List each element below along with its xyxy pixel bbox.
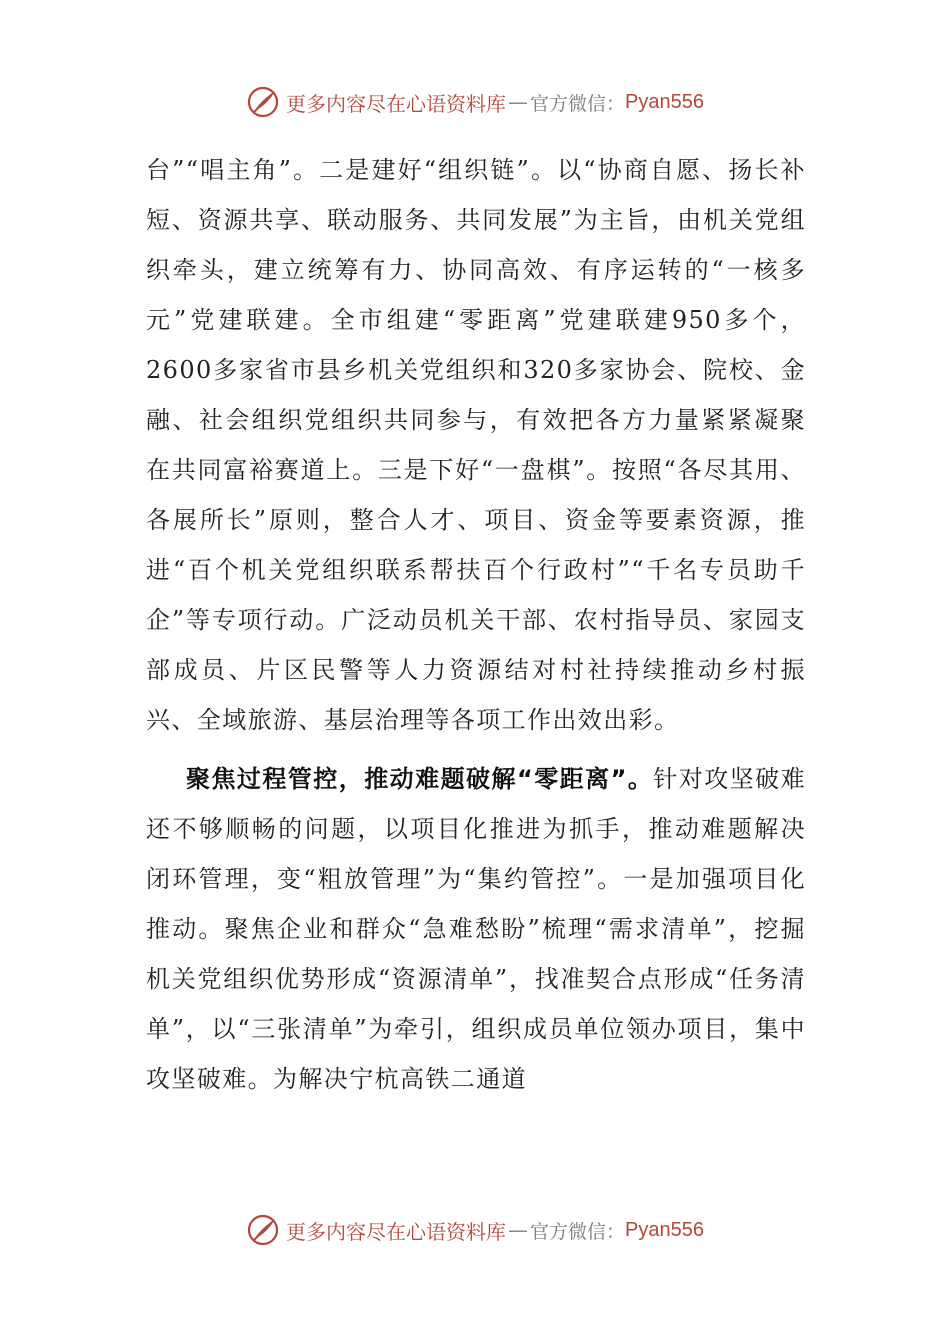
paragraph bbox=[146, 754, 806, 1104]
wechat-label: 官方微信： bbox=[530, 1220, 626, 1243]
wechat-account: Pyan556 bbox=[625, 90, 704, 113]
quill-pen-logo-icon bbox=[246, 1213, 280, 1247]
header-watermark-banner bbox=[0, 82, 950, 122]
footer-watermark-banner bbox=[0, 1210, 950, 1250]
paragraph-lead-heading: 聚焦过程管控，推动难题破解“零距离”。 bbox=[186, 765, 654, 793]
paragraph-text: 针对攻坚破难还不够顺畅的问题，以项目化推进为抓手，推动难题解决闭环管理，变“粗放管理”为“集约管控”。一是加强项目化推动。聚焦企业和群众“急难愁盼”梳理“需求清单”，挖掘机关党组织优势形成“资源清单”，找准契合点形成“任务清单”，以“三张清单”为牵引，组织成员单位领办项目，集中攻坚破难。为解决宁杭高铁二通道 bbox=[146, 765, 806, 1093]
wechat-account: Pyan556 bbox=[625, 1218, 704, 1241]
document-body bbox=[146, 145, 806, 1104]
brand-name: 更多内容尽在心语资料库 bbox=[286, 1219, 506, 1244]
banner-dash: — bbox=[508, 90, 528, 114]
paragraph: 台”“唱主角”。二是建好“组织链”。以“协商自愿、扬长补短、资源共享、联动服务、共同发展”为主旨，由机关党组织牵头，建立统筹有力、协同高效、有序运转的“一核多元”党建联建。全市组建“零距离”党建联建950多个，2600多家省市县乡机关党组织和320多家协会、院校、金融、社会组织党组织共同参与，有效把各方力量紧紧凝聚在共同富裕赛道上。三是下好“一盘棋”。按照“各尽其用、各展所长”原则，整合人才、项目、资金等要素资源，推进“百个机关党组织联系帮扶百个行政村”“千名专员助千企”等专项行动。广泛动员机关干部、农村指导员、家园支部成员、片区民警等人力资源结对村社持续推动乡村振兴、全域旅游、基层治理等各项工作出效出彩。 bbox=[146, 156, 806, 734]
banner-dash: — bbox=[508, 1218, 528, 1242]
brand-name: 更多内容尽在心语资料库 bbox=[286, 91, 506, 116]
quill-pen-logo-icon bbox=[246, 85, 280, 119]
wechat-label: 官方微信： bbox=[530, 92, 626, 115]
